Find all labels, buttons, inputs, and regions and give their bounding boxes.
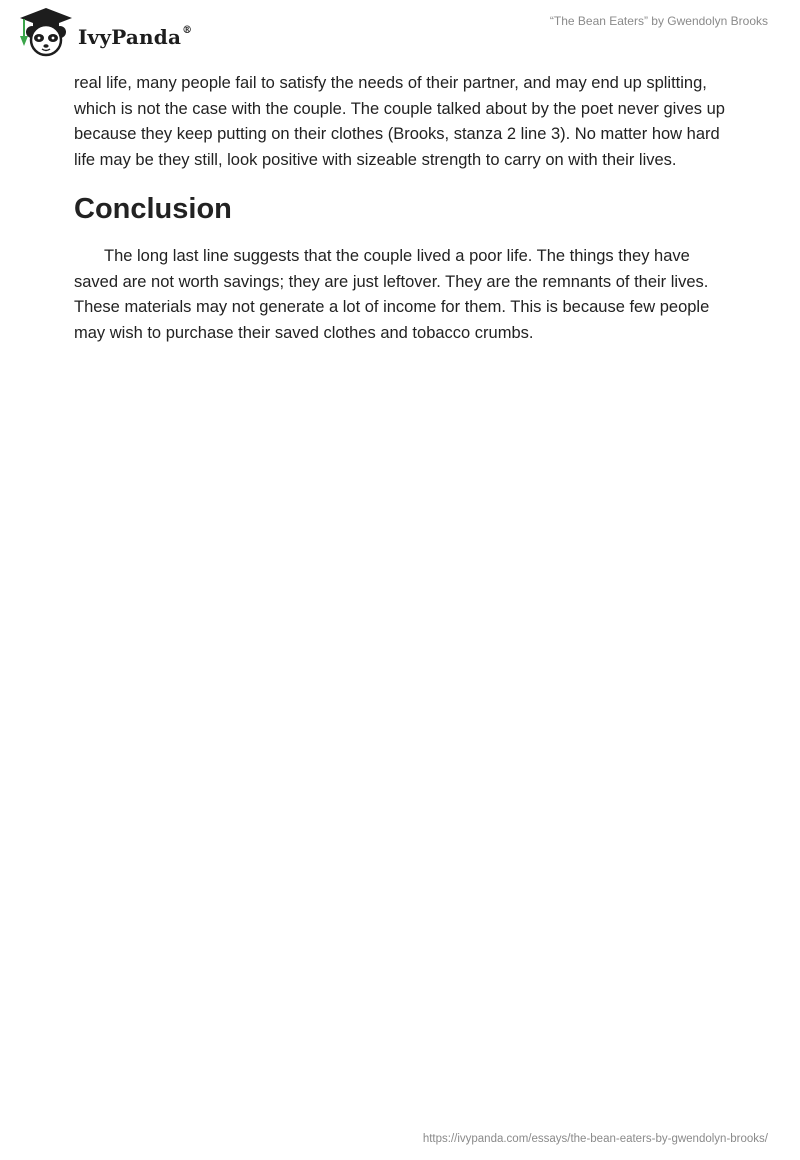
brand-name: IvyPanda®: [78, 25, 193, 49]
essay-content: [74, 71, 734, 346]
paragraph-continued: real life, many people fail to satisfy the needs of their partner, and may end up splitting, which is not the case with the couple. The couple talked about by the poet never gives up because they keep putting on their clothes (Brooks, stanza 2 line 3). No matter how hard life may be they still, look positive with sizeable strength to carry on with their lives.: [74, 74, 725, 169]
ivypanda-logo[interactable]: [16, 6, 206, 58]
running-title: “The Bean Eaters” by Gwendolyn Brooks: [549, 14, 768, 28]
registered-mark: ®: [182, 25, 193, 37]
source-url[interactable]: https://ivypanda.com/essays/the-bean-eaters-by-gwendolyn-brooks/: [422, 1133, 768, 1145]
conclusion-paragraph: The long last line suggests that the couple lived a poor life. The things they have saved are not worth savings; they are just leftover. They are the remnants of their lives. These materials may not generate a lot of income for them. This is because few people may wish to purchase their saved clothes and tobacco crumbs.: [74, 247, 710, 342]
conclusion-heading: Conclusion: [74, 193, 232, 225]
page-header: [0, 0, 800, 70]
panda-graduation-cap-icon: [16, 6, 76, 58]
